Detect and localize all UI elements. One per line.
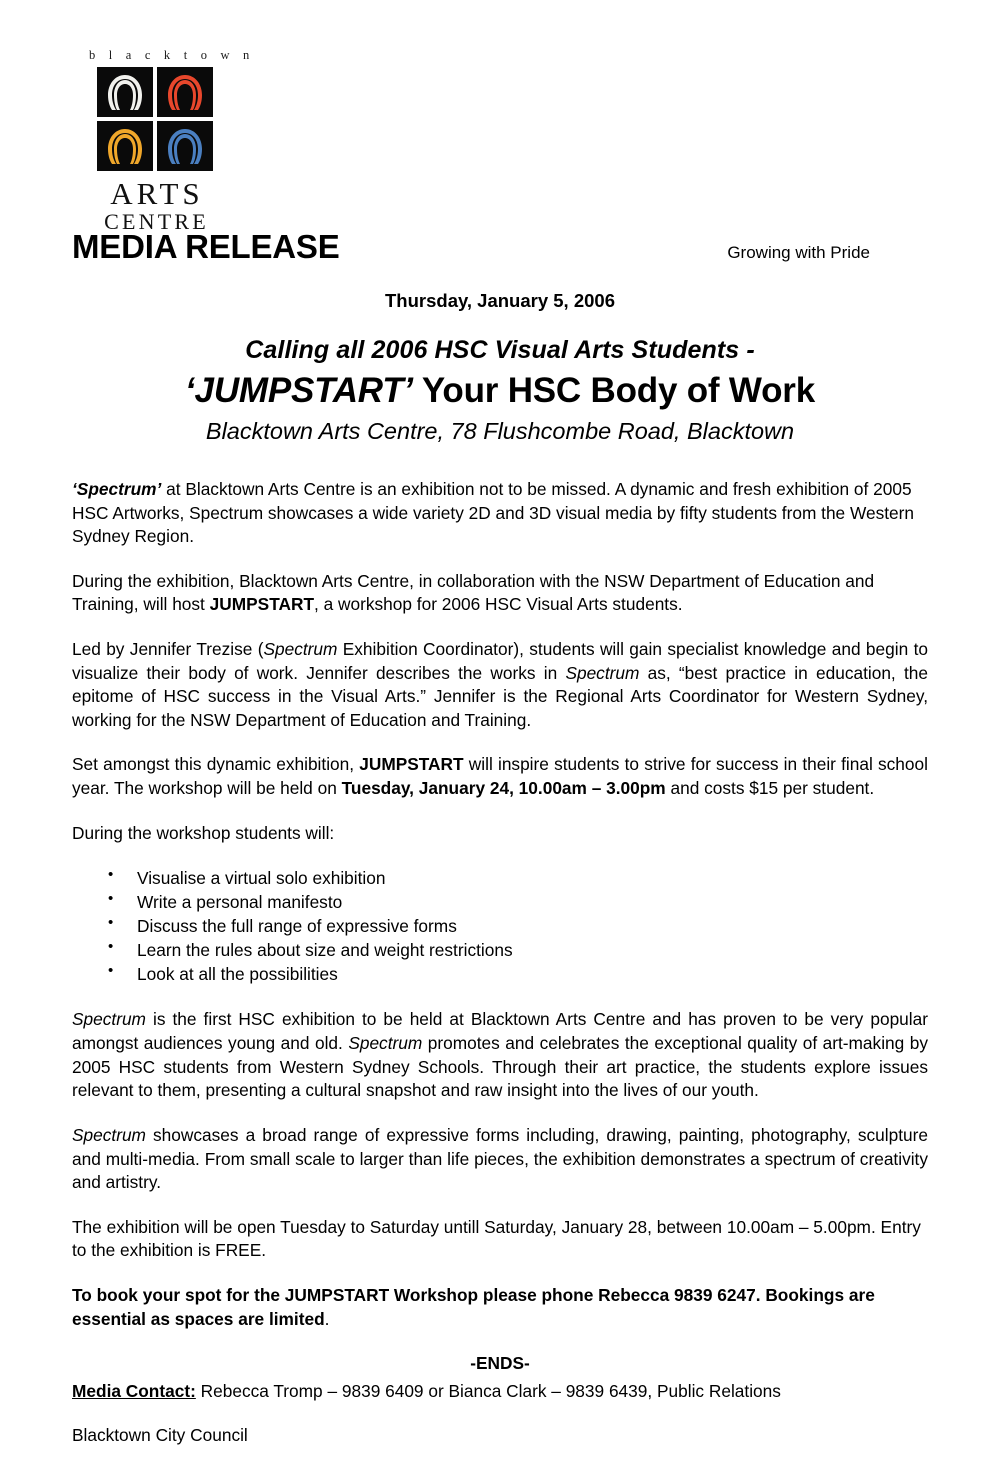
paragraph-spectrum-intro-text: at Blacktown Arts Centre is an exhibition not to be missed. A dynamic and fresh exhibition of 2005 HSC Artworks, Spectrum showcases a wide variety 2D and 3D visual media by fifty students from the Western Sydney Region. xyxy=(72,479,914,547)
page-title: MEDIA RELEASE xyxy=(72,228,340,265)
paragraph-booking xyxy=(72,1284,928,1331)
spectrum-italic: Spectrum xyxy=(72,1124,146,1145)
council-tagline: Growing with Pride xyxy=(727,243,870,262)
list-item: • Write a personal manifesto xyxy=(72,890,928,914)
headline-block xyxy=(0,336,1000,445)
paragraph-coordinator-c: Exhibition Coordinator), students will gain specialist knowledge and begin to visualize their body of work. Jennifer describes the works in xyxy=(72,639,928,683)
logo-wordmark-arts-centre xyxy=(85,178,225,233)
paragraph-coordinator xyxy=(72,638,928,732)
stylized-head-silhouette-icon xyxy=(157,67,213,117)
paragraph-collaboration-c: , a workshop for 2006 HSC Visual Arts students. xyxy=(314,594,683,615)
spectrum-italic: Spectrum xyxy=(348,1033,423,1054)
paragraph-opening-hours: The exhibition will be open Tuesday to Saturday untill Saturday, January 28, between 10.00am – 5.00pm. Entry to the exhibition is FREE. xyxy=(72,1216,921,1261)
paragraph-spectrum-forms-b: showcases a broad range of expressive forms including, drawing, painting, photography, sculpture and multi-media. From small scale to larger than life pieces, the exhibition demonstrates a spectrum of creativity and artistry. xyxy=(72,1124,928,1193)
spectrum-italic: Spectrum xyxy=(72,1009,146,1030)
spectrum-emphasis: ‘Spectrum’ xyxy=(72,479,162,499)
paragraph-spectrum-forms xyxy=(72,1124,928,1195)
headline-main-rest: Your HSC Body of Work xyxy=(412,371,815,410)
paragraph-workshop-c: will inspire students to strive for success in their final school year. The workshop will be held on xyxy=(72,754,928,799)
logo-tile-white xyxy=(97,67,153,117)
logo-tile-grid xyxy=(97,67,213,171)
logo-tile-red xyxy=(157,67,213,117)
logo-wordmark-centre: CENTRE xyxy=(104,209,209,234)
headline-kicker: Calling all 2006 HSC Visual Arts Students - xyxy=(245,336,755,364)
blacktown-arts-centre-logo xyxy=(85,48,255,234)
list-item: • Learn the rules about size and weight restrictions xyxy=(72,938,928,962)
booking-tail: . xyxy=(324,1308,330,1329)
paragraph-spectrum-first xyxy=(72,1008,928,1102)
release-date: Thursday, January 5, 2006 xyxy=(385,290,615,311)
workshop-activities-list xyxy=(72,866,928,986)
paragraph-workshop-a: Set amongst this dynamic exhibition, xyxy=(72,754,360,775)
stylized-head-silhouette-icon xyxy=(97,67,153,117)
paragraph-coordinator-e: as, “best practice in education, the epitome of HSC success in the Visual Arts.” Jennifer is the Regional Arts Coordinator for Western Sydney, working for the NSW Department of Education and Training. xyxy=(72,662,928,730)
paragraph-coordinator-a: Led by Jennifer Trezise ( xyxy=(72,639,264,660)
paragraph-spectrum-first-d: promotes and celebrates the exceptional quality of art-making by 2005 HSC students from Western Sydney Schools. Through their art practice, the students explore issues relevant to them, presenting a cultural snapshot and raw insight into the lives of our youth. xyxy=(72,1033,928,1101)
spectrum-italic: Spectrum xyxy=(263,639,338,660)
paragraph-workshop-e: and costs $15 per student. xyxy=(665,778,875,799)
paragraph-list-intro: During the workshop students will: xyxy=(72,822,335,843)
logo-wordmark-arts: ARTS xyxy=(110,176,204,211)
media-contact-line xyxy=(72,1380,928,1404)
jumpstart-bold: JUMPSTART xyxy=(359,754,464,775)
ends-marker: -ENDS- xyxy=(470,1353,530,1374)
document-header xyxy=(72,228,928,266)
paragraph-spectrum-intro xyxy=(72,478,928,549)
venue-address: Blacktown Arts Centre, 78 Flushcombe Road, Blacktown xyxy=(205,418,795,444)
workshop-datetime: Tuesday, January 24, 10.00am – 3.00pm xyxy=(341,778,666,799)
stylized-head-silhouette-icon xyxy=(97,121,153,171)
media-contact-org: Blacktown City Council xyxy=(72,1425,248,1446)
paragraph-spectrum-first-b: is the first HSC exhibition to be held at Blacktown Arts Centre and has proven to be very popular amongst audiences young and old. xyxy=(72,1009,928,1054)
paragraph-collaboration-a: During the exhibition, Blacktown Arts Centre, in collaboration with the NSW Department of Education and Training, will host xyxy=(72,570,875,615)
list-item: • Visualise a virtual solo exhibition xyxy=(72,866,928,890)
media-contact-details: Rebecca Tromp – 9839 6409 or Bianca Clark – 9839 6439, Public Relations xyxy=(195,1380,781,1401)
paragraph-workshop-details xyxy=(72,753,928,800)
logo-tile-gold xyxy=(97,121,153,171)
logo-tile-blue xyxy=(157,121,213,171)
logo-wordmark-blacktown: b l a c k t o w n xyxy=(89,48,255,62)
booking-bold: To book your spot for the JUMPSTART Workshop please phone Rebecca 9839 6247. Bookings are essential as spaces are limited xyxy=(72,1284,875,1329)
list-item: • Discuss the full range of expressive forms xyxy=(72,914,928,938)
jumpstart-bold: JUMPSTART xyxy=(209,594,315,615)
stylized-head-silhouette-icon xyxy=(157,121,213,171)
spectrum-italic: Spectrum xyxy=(565,662,640,683)
headline-jumpstart: ‘JUMPSTART’ xyxy=(185,371,413,410)
list-item: • Look at all the possibilities xyxy=(72,962,928,986)
media-contact-label: Media Contact: xyxy=(72,1380,196,1401)
headline-main xyxy=(0,371,1000,411)
paragraph-collaboration xyxy=(72,570,928,617)
release-body xyxy=(72,478,928,1469)
